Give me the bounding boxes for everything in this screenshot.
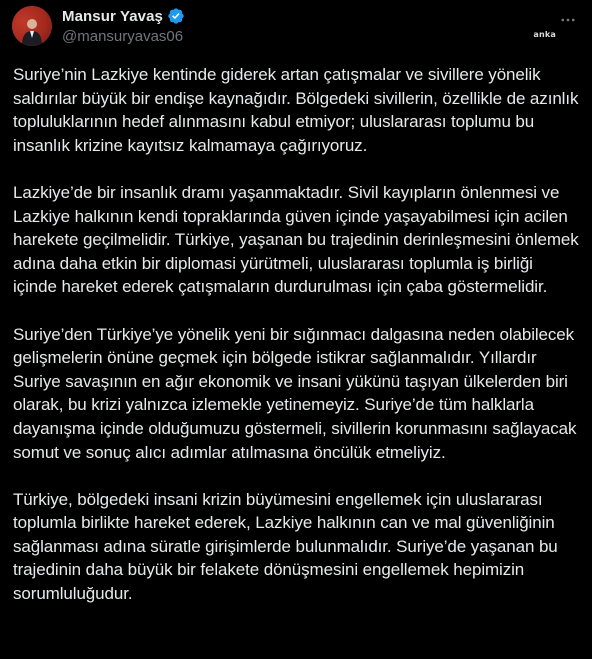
post-header <box>62 6 185 46</box>
post-paragraph: Türkiye, bölgedeki insani krizin büyümesini engellemek için uluslararası toplumla birlikte hareket ederek, Lazkiye halkının can ve mal güvenliğinin sağlanması adına süratle girişimlerde bulunmalıdır. Suriye’de yaşanan bu trajedinin daha büyük bir felakete dönüşmesini engellemek hepimizin sorumluluğudur. <box>13 489 558 604</box>
post-paragraph: Suriye’nin Lazkiye kentinde giderek artan çatışmalar ve sivillere yönelik saldırılar büyük bir endişe kaynağıdır. Bölgedeki sivillerin, özellikle de azınlık topluluklarının hedef alınmasını kabul etmiyor; uluslararası toplumu bu insanlık krizine kayıtsız kalmamaya çağırıyoruz. <box>13 65 579 155</box>
more-horizontal-icon[interactable] <box>558 10 578 30</box>
watermark-logo: anka <box>533 30 556 39</box>
avatar[interactable] <box>12 6 52 46</box>
user-handle[interactable]: @mansuryavas06 <box>62 28 184 45</box>
more-dots-glyph <box>559 11 577 29</box>
post-text <box>13 63 581 629</box>
post-paragraph: Lazkiye’de bir insanlık dramı yaşanmaktadır. Sivil kayıpların önlenmesi ve Lazkiye halkının kendi topraklarında güven içinde yaşayabilmesi için acilen harekete geçilmelidir. Türkiye, yaşanan bu trajedinin derinleşmesini önlemek adına daha etkin bir diplomasi yürütmeli, uluslararası toplumla iş birliği içinde hareket ederek çatışmaların durdurulması için çaba göstermelidir. <box>13 182 579 297</box>
post-paragraph: Suriye’den Türkiye’ye yönelik yeni bir sığınmacı dalgasına neden olabilecek gelişmelerin önüne geçmek için bölgede istikrar sağlanmalıdır. Yıllardır Suriye savaşının en ağır ekonomik ve insani yükünü taşıyan ülkelerden biri olarak, bu krizi yalnızca izlemekle yetinemeyiz. Suriye’de tüm halklarla dayanışma içinde olduğumuzu göstermeli, sivillerin korunmasını sağlayacak somut ve sonuç alıcı adımlar atılmasına öncülük etmeliyiz. <box>13 324 577 462</box>
verified-badge-icon <box>167 7 185 25</box>
avatar-person-icon <box>21 16 43 46</box>
display-name[interactable]: Mansur Yavaş <box>62 7 163 25</box>
name-row <box>62 6 185 26</box>
